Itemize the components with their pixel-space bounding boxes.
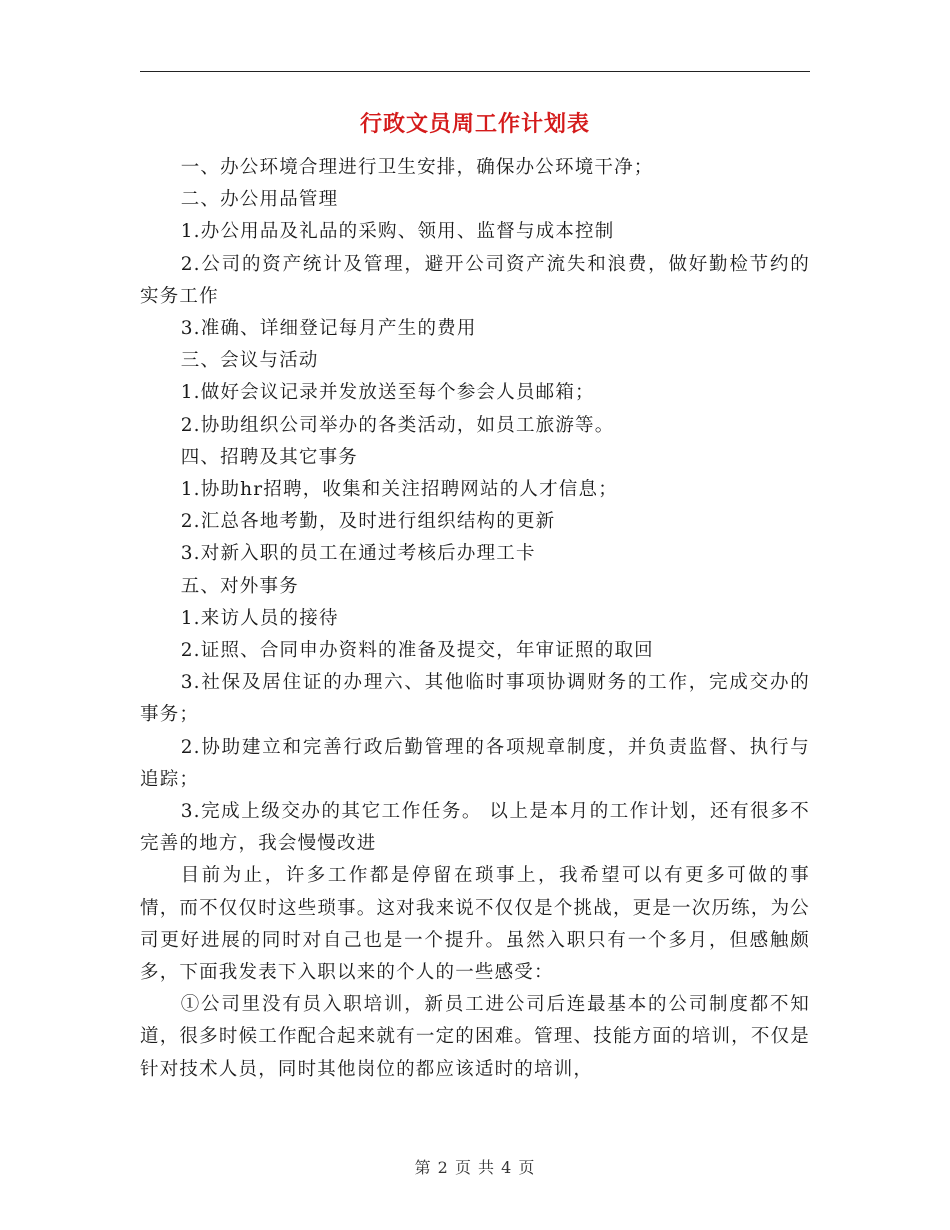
- document-body: [140, 152, 810, 1086]
- document-title: 行政文员周工作计划表: [359, 111, 590, 137]
- paragraph: 2.汇总各地考勤，及时进行组织结构的更新: [180, 511, 556, 533]
- paragraph: 1.办公用品及礼品的采购、领用、监督与成本控制: [180, 221, 615, 243]
- page-footer: [0, 1155, 950, 1178]
- paragraph: 五、对外事务: [180, 575, 299, 597]
- paragraph: 四、招聘及其它事务: [180, 446, 358, 468]
- header-rule: [140, 71, 810, 72]
- paragraph: ①公司里没有员入职培训，新员工进公司后连最基本的公司制度都不知道，很多时候工作配合起来就有一定的困难。管理、技能方面的培训，不仅是针对技术人员，同时其他岗位的都应该适时的培训，: [140, 994, 810, 1080]
- paragraph: 2.公司的资产统计及管理，避开公司资产流失和浪费，做好勤检节约的实务工作: [140, 253, 810, 307]
- paragraph: 2.证照、合同申办资料的准备及提交，年审证照的取回: [180, 640, 654, 662]
- paragraph: 目前为止，许多工作都是停留在琐事上，我希望可以有更多可做的事情，而不仅仅时这些琐事。这对我来说不仅仅是个挑战，更是一次历练，为公司更好进展的同时对自己也是一个提升。虽然入职只有一个多月，但感触颇多，下面我发表下入职以来的个人的一些感受：: [140, 865, 810, 984]
- paragraph: 一、办公环境合理进行卫生安排，确保办公环境干净；: [180, 157, 654, 178]
- paragraph: 3.对新入职的员工在通过考核后办理工卡: [180, 543, 536, 565]
- paragraph: 1.做好会议记录并发放送至每个参会人员邮箱；: [180, 382, 595, 404]
- paragraph: 1.协助hr招聘，收集和关注招聘网站的人才信息；: [180, 479, 618, 501]
- paragraph: 3.社保及居住证的办理六、其他临时事项协调财务的工作，完成交办的事务；: [140, 672, 810, 726]
- paragraph: 3.准确、详细登记每月产生的费用: [180, 318, 477, 340]
- paragraph: 3.完成上级交办的其它工作任务。 以上是本月的工作计划，还有很多不完善的地方，我会慢慢改进: [140, 801, 810, 855]
- paragraph: 三、会议与活动: [180, 350, 319, 372]
- paragraph: 2.协助建立和完善行政后勤管理的各项规章制度，并负责监督、执行与追踪；: [140, 736, 810, 790]
- paragraph: 1.来访人员的接待: [180, 607, 339, 629]
- page-number-label: 第 2 页 共 4 页: [414, 1158, 536, 1177]
- paragraph: 2.协助组织公司举办的各类活动，如员工旅游等。: [180, 414, 615, 436]
- paragraph: 二、办公用品管理: [180, 189, 339, 211]
